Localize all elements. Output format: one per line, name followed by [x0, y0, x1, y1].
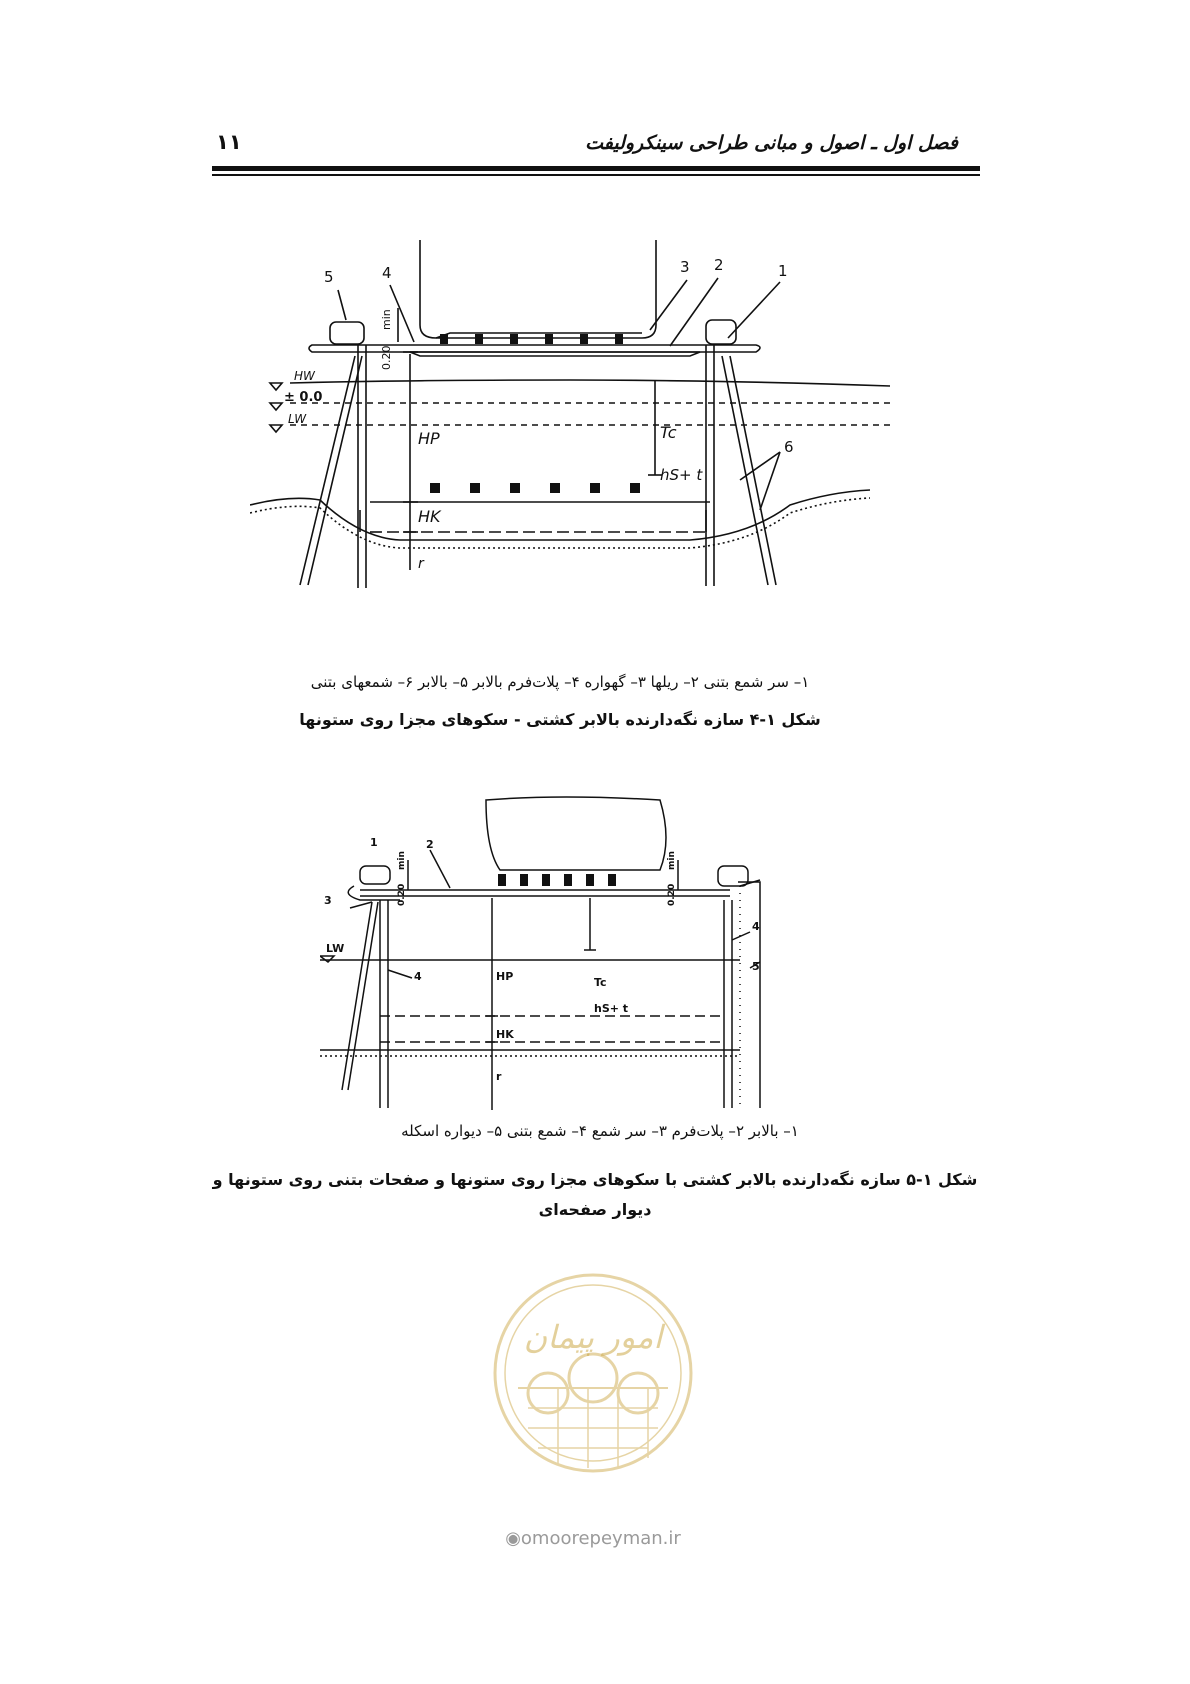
fig2-tc: Tc	[594, 976, 607, 989]
fig1-zero: ± 0.0	[284, 390, 323, 405]
fig2-hs: hS+ t	[594, 1002, 629, 1015]
figure-2-caption-line2: دیوار صفحه‌ای	[538, 1200, 652, 1219]
fig1-min: min	[380, 309, 393, 330]
header-rule-thick	[212, 166, 980, 171]
fig1-label-1: 1	[778, 262, 788, 280]
fig1-label-5: 5	[324, 268, 334, 286]
fig1-label-6: 6	[784, 438, 794, 456]
fig1-label-2: 2	[714, 256, 724, 274]
fig2-hp: HP	[496, 970, 514, 983]
figure-1-legend: ۱– سر شمع بتنی ۲– ریلها ۳– گهواره ۴– پلات‌فرم بالابر ۵– بالابر ۶– شمعهای بتنی	[310, 673, 810, 691]
fig2-min-right: min	[667, 851, 677, 870]
figure-1-diagram	[250, 230, 890, 620]
fig1-label-3: 3	[680, 258, 690, 276]
fig2-label-3: 3	[324, 894, 332, 907]
watermark-url-text: omoorepeyman.ir	[520, 1528, 681, 1549]
watermark-logo-text: امور پیمان	[523, 1318, 663, 1356]
fig2-dim-left: 0.20	[397, 883, 407, 906]
chapter-title: فصل اول ـ اصول و مبانی طراحی سینکرولیفت	[585, 132, 958, 154]
fig2-label-4b: 4	[752, 920, 760, 933]
fig2-label-5: 5	[752, 960, 760, 973]
fig1-label-4: 4	[382, 264, 392, 282]
fig1-tc: Tc	[660, 423, 677, 442]
fig2-lw: LW	[326, 942, 345, 955]
figure-1-caption: شکل ۱-۴ سازه نگه‌دارنده بالابر کشتی - سکوهای مجزا روی ستونها	[299, 710, 821, 729]
watermark-logo	[488, 1268, 698, 1478]
fig1-hs: hS+ t	[660, 466, 703, 484]
figure-2-caption-line1: شکل ۱-۵ سازه نگه‌دارنده بالابر کشتی با سکوهای مجزا روی ستونها و صفحات بتنی روی ستونها و	[212, 1170, 978, 1189]
fig1-dim-020: 0.20	[380, 345, 393, 370]
fig2-r: r	[496, 1070, 502, 1083]
figure-2-legend: ۱– بالابر ۲– پلات‌فرم ۳– سر شمع ۴– شمع بتنی ۵– دیواره اسکله	[401, 1122, 799, 1140]
fig2-label-2: 2	[426, 838, 434, 851]
fig1-r: r	[418, 556, 424, 572]
fig2-dim-right: 0.20	[667, 883, 677, 906]
fig2-hk: HK	[496, 1028, 514, 1041]
figure-2-diagram	[320, 790, 840, 1120]
fig1-lw: LW	[288, 412, 307, 426]
page-number: ۱۱	[216, 130, 242, 154]
fig2-min-left: min	[397, 851, 407, 870]
fig1-hw: HW	[294, 369, 315, 383]
watermark-url	[468, 1528, 718, 1549]
fig2-label-4a: 4	[414, 970, 422, 983]
fig2-label-1: 1	[370, 836, 378, 849]
fig1-hk: HK	[418, 507, 441, 526]
globe-icon: ◉	[505, 1528, 521, 1549]
fig1-hp: HP	[418, 429, 440, 448]
header-rule-thin	[212, 174, 980, 176]
